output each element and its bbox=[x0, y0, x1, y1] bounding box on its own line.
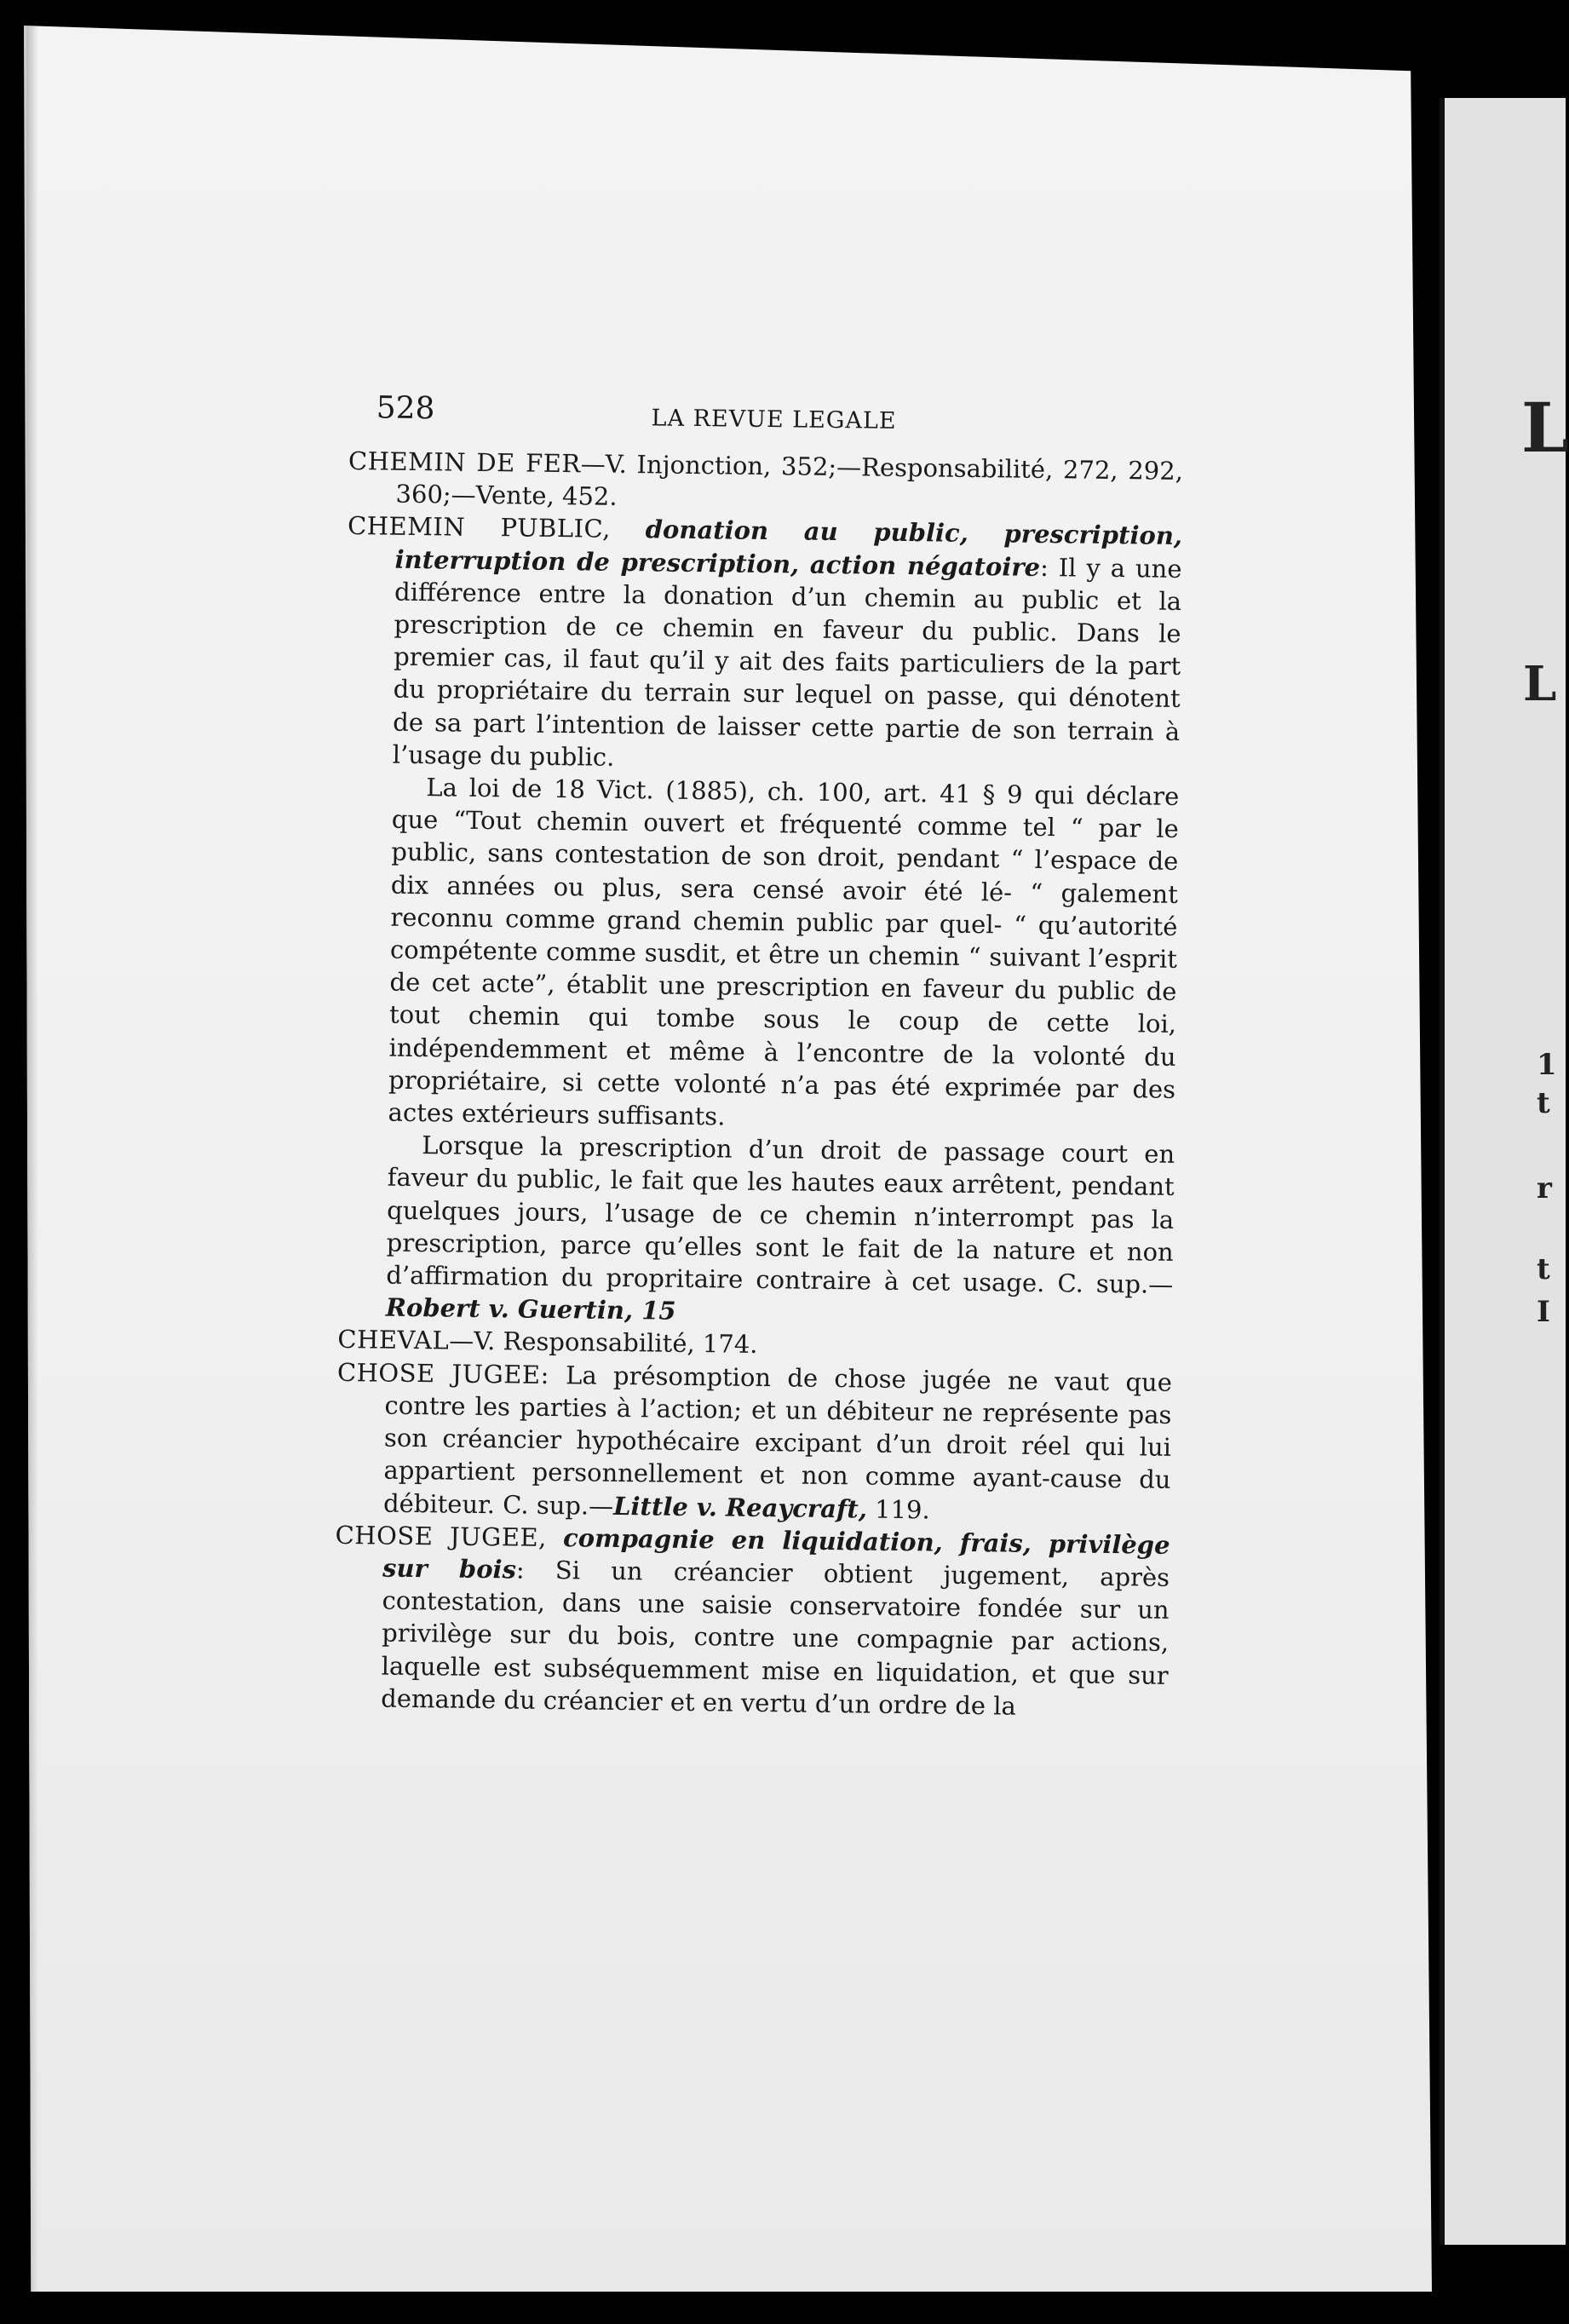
journal-title: LA REVUE LEGALE bbox=[651, 405, 897, 434]
page-text-block bbox=[333, 392, 1184, 1724]
entry-text: : Si un créancier obtient jugement, après contestation, dans une saisie conservatoire fondée sur un privilège sur du bois, contre une compagnie par actions, laquelle est subséquemment mise en liquidation, et que sur demande du créancier et en vertu d’un ordre de la bbox=[381, 1555, 1170, 1721]
adjacent-page-glyph: t bbox=[1537, 1252, 1550, 1286]
entry-paragraph: La loi de 18 Vict. (1885), ch. 100, art. 41 § 9 qui déclare que “Tout chemin ouvert et fréquenté comme tel “ par le public, sans contestation de son droit, pendant “ l’espace de dix années ou plus, sera censé avoir été lé- “ galement reconnu comme grand chemin public par quel- “ qu’autorité compétente comme susdit, et être un chemin “ suivant l’esprit de cet acte”, établit une prescription en faveur du public de tout chemin qui tombe sous le coup de cette loi, indépendemment et même à l’encontre de la volonté du propriétaire, si cette volonté n’a pas été exprimée par des actes extérieurs suffisants. bbox=[388, 773, 1180, 1131]
entry-tail: 119. bbox=[866, 1494, 930, 1524]
running-head bbox=[348, 392, 1184, 445]
entry-head: CHEVAL bbox=[337, 1325, 450, 1355]
entry-head: CHOSE JUGEE, bbox=[335, 1520, 548, 1552]
entry-text: La présomption de chose jugée ne vaut que contre les parties à l’action; et un débiteur ne représente pas son créancier hypothécaire excipant d’un droit réel qui lui appartient personnellement et non comme ayant-cause du débiteur. C. sup.— bbox=[382, 1360, 1173, 1521]
entry-paragraph bbox=[338, 1128, 1175, 1333]
index-entry-chemin-public bbox=[345, 509, 1183, 780]
adjacent-page-glyph: L bbox=[1523, 656, 1557, 712]
entry-keywords: compagnie en liquidation, frais, privilège sur bois bbox=[382, 1522, 1170, 1585]
entry-keywords: donation au public, prescription, interruption de prescription, action négatoire bbox=[394, 515, 1183, 582]
index-entry-chemin-de-fer bbox=[348, 445, 1183, 520]
entry-paragraph-text: Lorsque la prescription d’un droit de passage court en faveur du public, le fait que les hautes eaux arrêtent, pendant quelques jours, l’usage de ce chemin n’interrompt pas la prescription, parce qu’elles sont le fait de la nature et non d’affirmation du propritaire contraire à cet usage. C. sup.— bbox=[386, 1130, 1175, 1299]
page-number: 528 bbox=[376, 390, 435, 427]
entry-text: —V. Injonction, 352;—Responsabilité, 272, 292, 360;—Vente, 452. bbox=[395, 449, 1184, 512]
case-citation: Little v. Reaycraft, bbox=[612, 1491, 868, 1524]
entry-text: —V. Responsabilité, 174. bbox=[449, 1326, 758, 1360]
index-entry-chose-jugee bbox=[336, 1356, 1172, 1529]
entry-text: : Il y a une différence entre la donation d’un chemin au public et la prescription de ce chemin en faveur du public. Dans le premier cas, il faut qu’il y ait des faits particuliers de la part du propriétaire du terrain sur lequel on passe, qui dénotent de sa part l’intention de laisser cette partie de son terrain à l’usage du public. bbox=[392, 552, 1182, 772]
adjacent-page-glyph: L bbox=[1521, 388, 1569, 468]
entry-head: CHEMIN PUBLIC, bbox=[347, 511, 612, 544]
adjacent-page-edge bbox=[1440, 98, 1569, 2245]
entry-head: CHEMIN DE FER bbox=[348, 446, 581, 479]
adjacent-page-glyph: 1 bbox=[1537, 1048, 1557, 1082]
adjacent-page-glyph: t bbox=[1537, 1086, 1550, 1120]
index-entry-chose-jugee-liquidation bbox=[333, 1519, 1170, 1724]
entry-head: CHOSE JUGEE: bbox=[336, 1357, 550, 1389]
adjacent-page-glyph: I bbox=[1537, 1295, 1550, 1329]
adjacent-page-glyph: r bbox=[1537, 1171, 1552, 1205]
case-citation: Robert v. Guertin, 15 bbox=[385, 1292, 676, 1326]
